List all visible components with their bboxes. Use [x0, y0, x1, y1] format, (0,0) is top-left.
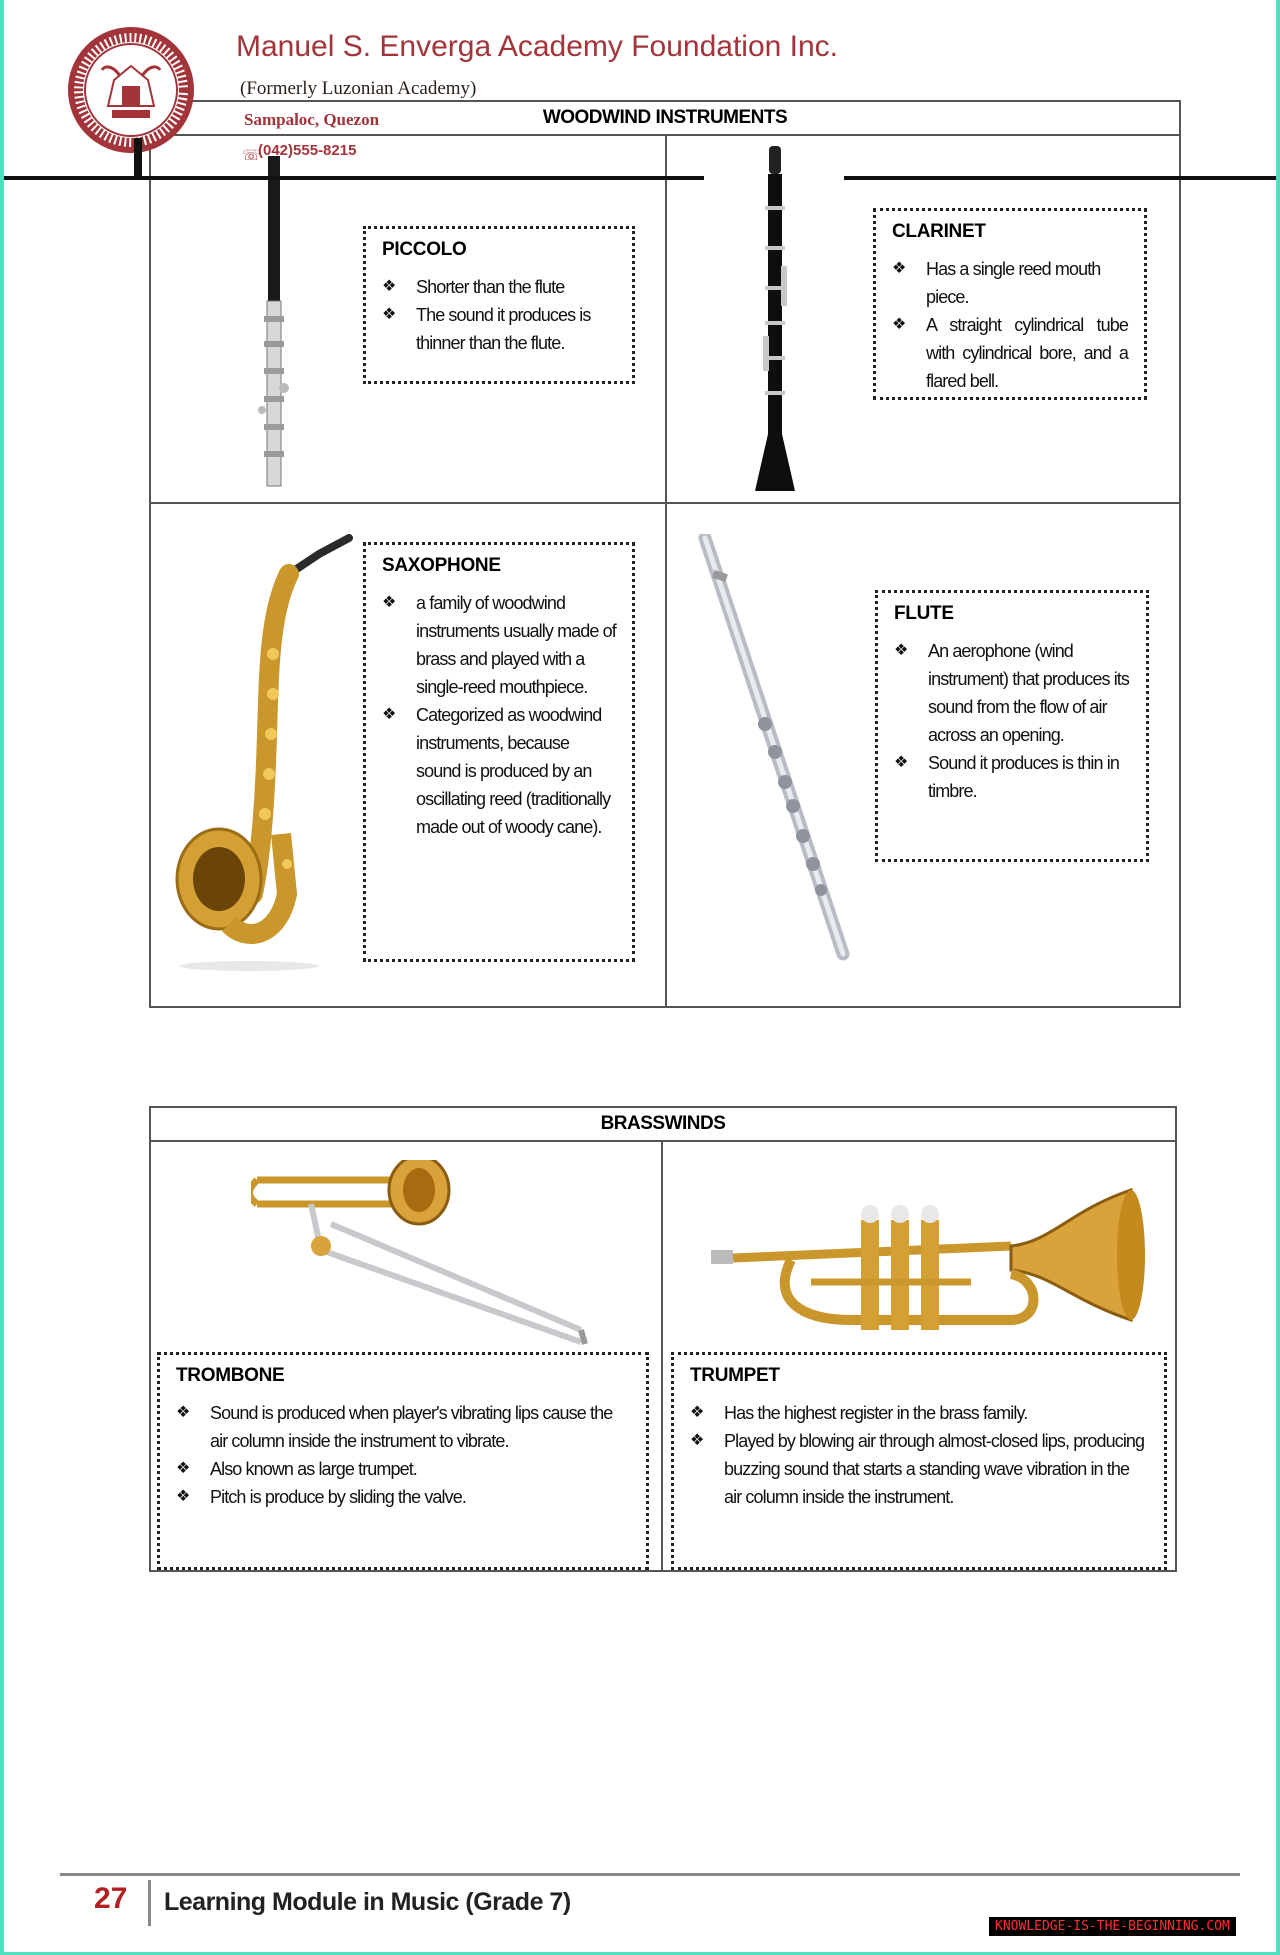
module-title: Learning Module in Music (Grade 7): [164, 1888, 571, 1916]
clarinet-point: ❖ A straight cylindrical tube with cylindrical bore, and a flared bell.: [892, 311, 1128, 395]
organization-phone: (042)555-8215: [258, 142, 357, 159]
trumpet-point: ❖ Played by blowing air through almost-closed lips, producing buzzing sound that starts a standing wave vibration in the air column inside the instrument.: [690, 1427, 1148, 1511]
saxophone-point: ❖ a family of woodwind instruments usually made of brass and played with a single-reed mouthpiece.: [382, 589, 616, 701]
phone-icon: ☏: [242, 147, 261, 164]
trombone-infobox: [157, 1352, 649, 1570]
trumpet-infobox: [671, 1352, 1167, 1570]
footer-rule: [60, 1873, 1240, 1876]
bullet-icon: ❖: [690, 1404, 704, 1421]
trumpet-image: [711, 1170, 1151, 1350]
trombone-cell: [150, 1141, 662, 1571]
organization-address: Sampaloc, Quezon: [244, 110, 380, 129]
organization-former-name: (Formerly Luzonian Academy): [240, 78, 477, 99]
saxophone-image: [169, 534, 359, 974]
bullet-icon: ❖: [382, 706, 396, 723]
academy-seal-logo: [68, 10, 194, 176]
piccolo-title: PICCOLO: [382, 239, 467, 260]
clarinet-image: [751, 146, 801, 496]
flute-cell: [666, 503, 1180, 1007]
trombone-point: ❖ Also known as large trumpet.: [176, 1455, 630, 1483]
bullet-icon: ❖: [382, 278, 396, 295]
bullet-icon: ❖: [176, 1488, 190, 1505]
bullet-icon: ❖: [894, 642, 908, 659]
trumpet-cell: [662, 1141, 1176, 1571]
site-watermark: KNOWLEDGE-IS-THE-BEGINNING.COM: [989, 1917, 1236, 1936]
clarinet-title: CLARINET: [892, 221, 986, 242]
saxophone-cell: [150, 503, 666, 1007]
organization-name: Manuel S. Enverga Academy Foundation Inc.: [236, 30, 839, 63]
clarinet-point: ❖ Has a single reed mouth piece.: [892, 255, 1128, 311]
brasswind-table: [149, 1106, 1177, 1572]
piccolo-image: [256, 156, 292, 496]
flute-title: FLUTE: [894, 603, 954, 624]
bullet-icon: ❖: [382, 594, 396, 611]
flute-point: ❖ An aerophone (wind instrument) that produces its sound from the flow of air across an opening.: [894, 637, 1130, 749]
clarinet-cell: [666, 135, 1180, 503]
bullet-icon: ❖: [382, 306, 396, 323]
document-page: [4, 0, 1276, 1952]
piccolo-infobox: [363, 226, 635, 384]
page-number: 27: [94, 1882, 128, 1915]
trombone-title: TROMBONE: [176, 1365, 285, 1386]
piccolo-point: ❖ Shorter than the flute: [382, 273, 616, 301]
bullet-icon: ❖: [176, 1404, 190, 1421]
bullet-icon: ❖: [176, 1460, 190, 1477]
flute-point: ❖ Sound it produces is thin in timbre.: [894, 749, 1130, 805]
bullet-icon: ❖: [892, 316, 906, 333]
piccolo-point: ❖ The sound it produces is thinner than the flute.: [382, 301, 616, 357]
trumpet-title: TRUMPET: [690, 1365, 780, 1386]
trumpet-point: ❖ Has the highest register in the brass family.: [690, 1399, 1148, 1427]
saxophone-title: SAXOPHONE: [382, 555, 501, 576]
saxophone-infobox: [363, 542, 635, 962]
woodwind-table-title: WOODWIND INSTRUMENTS: [150, 101, 1180, 135]
trombone-point: ❖ Pitch is produce by sliding the valve.: [176, 1483, 630, 1511]
bullet-icon: ❖: [690, 1432, 704, 1449]
flute-image: [693, 534, 863, 964]
piccolo-cell: [150, 135, 666, 503]
header-rule-right: [844, 176, 1276, 180]
saxophone-point: ❖ Categorized as woodwind instruments, because sound is produced by an oscillating reed (traditionally made out of woody cane).: [382, 701, 616, 841]
flute-infobox: [875, 590, 1149, 862]
brasswind-table-title: BRASSWINDS: [150, 1107, 1176, 1141]
bullet-icon: ❖: [894, 754, 908, 771]
trombone-point: ❖ Sound is produced when player's vibrating lips cause the air column inside the instrument to vibrate.: [176, 1399, 630, 1455]
header-rule-left: [4, 176, 704, 180]
bullet-icon: ❖: [892, 260, 906, 277]
footer-separator: [148, 1880, 151, 1926]
woodwind-table: [149, 100, 1181, 1008]
clarinet-infobox: [873, 208, 1147, 400]
trombone-image: [251, 1160, 591, 1360]
